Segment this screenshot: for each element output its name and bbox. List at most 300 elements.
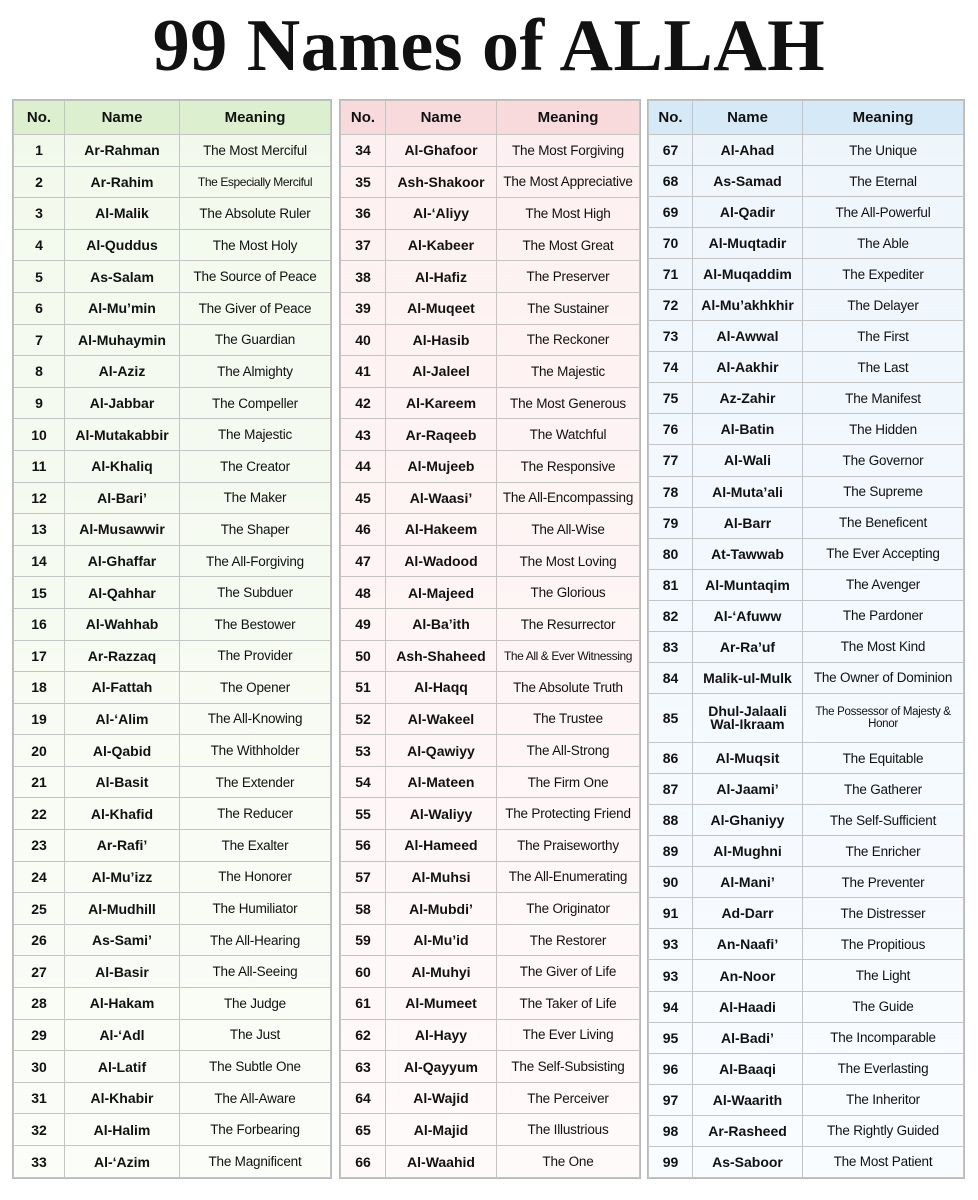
table-row (649, 569, 964, 600)
name-transliteration: Ad-Darr (693, 898, 803, 929)
name-number: 76 (649, 414, 693, 445)
name-transliteration: Al-Ahad (693, 135, 803, 166)
name-meaning: The Pardoner (803, 600, 964, 631)
name-meaning: The Expediter (803, 259, 964, 290)
table-row (14, 482, 331, 514)
name-meaning: The Light (803, 960, 964, 991)
table-row (14, 672, 331, 704)
table-row (341, 766, 640, 798)
name-transliteration: Al-Mu’id (386, 924, 497, 956)
name-transliteration: Al-Wadood (386, 545, 497, 577)
table-row (14, 1082, 331, 1114)
name-meaning: The Most High (497, 198, 640, 230)
name-number: 45 (341, 482, 386, 514)
table-row (14, 135, 331, 167)
name-transliteration: Al-Mubdi’ (386, 893, 497, 925)
table-row (341, 798, 640, 830)
name-transliteration: Al-Wali (693, 445, 803, 476)
name-meaning: The Hidden (803, 414, 964, 445)
name-meaning: The Possessor of Majesty & Honor (803, 693, 964, 742)
name-number: 2 (14, 166, 65, 198)
name-transliteration: Al-Kareem (386, 387, 497, 419)
name-meaning: The Most Generous (497, 387, 640, 419)
name-number: 23 (14, 830, 65, 862)
name-meaning: The Majestic (180, 419, 331, 451)
name-meaning: The Perceiver (497, 1082, 640, 1114)
name-transliteration: An-Noor (693, 960, 803, 991)
table-row (14, 198, 331, 230)
name-number: 94 (649, 991, 693, 1022)
name-number: 65 (341, 1114, 386, 1146)
page-title: 99 Names of ALLAH (152, 5, 826, 87)
name-meaning: The Propitious (803, 929, 964, 960)
name-number: 55 (341, 798, 386, 830)
table-row (649, 867, 964, 898)
name-transliteration: Al-Majeed (386, 577, 497, 609)
name-number: 5 (14, 261, 65, 293)
name-meaning: The Rightly Guided (803, 1115, 964, 1146)
name-number: 26 (14, 924, 65, 956)
column-header-name: Name (386, 101, 497, 135)
name-number: 13 (14, 514, 65, 546)
name-meaning: The All-Knowing (180, 703, 331, 735)
name-number: 93 (649, 960, 693, 991)
name-transliteration: Al-Haadi (693, 991, 803, 1022)
table-row (14, 577, 331, 609)
name-transliteration: Al-Wajid (386, 1082, 497, 1114)
name-meaning: The Last (803, 352, 964, 383)
name-meaning: The Extender (180, 766, 331, 798)
name-transliteration: Al-‘Aliyy (386, 198, 497, 230)
table-row (14, 924, 331, 956)
name-transliteration: Al-Muqeet (386, 292, 497, 324)
name-number: 97 (649, 1084, 693, 1115)
name-transliteration: Al-‘Afuww (693, 600, 803, 631)
name-transliteration: Ar-Ra’uf (693, 631, 803, 662)
name-meaning: The Self-Subsisting (497, 1051, 640, 1083)
name-meaning: The Exalter (180, 830, 331, 862)
name-number: 37 (341, 229, 386, 261)
name-transliteration: As-Sami’ (65, 924, 180, 956)
name-meaning: The Gatherer (803, 774, 964, 805)
table-row (649, 1053, 964, 1084)
name-meaning: The Taker of Life (497, 988, 640, 1020)
name-meaning: The Just (180, 1019, 331, 1051)
name-number: 51 (341, 672, 386, 704)
name-meaning: The Creator (180, 450, 331, 482)
name-meaning: The Trustee (497, 703, 640, 735)
table-row (14, 956, 331, 988)
name-transliteration: Al-Quddus (65, 229, 180, 261)
name-transliteration: Al-Musawwir (65, 514, 180, 546)
name-meaning: The Inheritor (803, 1084, 964, 1115)
name-number: 18 (14, 672, 65, 704)
name-number: 30 (14, 1051, 65, 1083)
name-number: 10 (14, 419, 65, 451)
name-transliteration: Ash-Shaheed (386, 640, 497, 672)
name-meaning: The Source of Peace (180, 261, 331, 293)
name-meaning: The Illustrious (497, 1114, 640, 1146)
name-meaning: The Most Merciful (180, 135, 331, 167)
name-meaning: The Most Forgiving (497, 135, 640, 167)
name-number: 91 (649, 898, 693, 929)
table-row (649, 538, 964, 569)
name-meaning: The Guide (803, 991, 964, 1022)
name-meaning: The Most Patient (803, 1146, 964, 1177)
name-number: 46 (341, 514, 386, 546)
name-meaning: The Reducer (180, 798, 331, 830)
name-number: 74 (649, 352, 693, 383)
name-transliteration: Al-Mudhill (65, 893, 180, 925)
name-number: 99 (649, 1146, 693, 1177)
table-row (341, 166, 640, 198)
name-meaning: The All-Encompassing (497, 482, 640, 514)
name-transliteration: Al-Hameed (386, 830, 497, 862)
name-meaning: The Almighty (180, 356, 331, 388)
table-row (341, 419, 640, 451)
name-meaning: The Governor (803, 445, 964, 476)
name-meaning: The All-Strong (497, 735, 640, 767)
name-number: 67 (649, 135, 693, 166)
name-number: 25 (14, 893, 65, 925)
name-transliteration: Ar-Rasheed (693, 1115, 803, 1146)
name-number: 68 (649, 166, 693, 197)
name-transliteration: Al-Awwal (693, 321, 803, 352)
table-row (341, 1051, 640, 1083)
name-number: 89 (649, 836, 693, 867)
name-transliteration: Al-Basit (65, 766, 180, 798)
column-header-name: Name (693, 101, 803, 135)
table-row (649, 414, 964, 445)
table-row (341, 640, 640, 672)
name-number: 7 (14, 324, 65, 356)
name-transliteration: Al-Aziz (65, 356, 180, 388)
name-number: 29 (14, 1019, 65, 1051)
name-meaning: The Avenger (803, 569, 964, 600)
name-transliteration: Al-Ghaffar (65, 545, 180, 577)
name-meaning: The Majestic (497, 356, 640, 388)
name-number: 9 (14, 387, 65, 419)
name-meaning: The Subduer (180, 577, 331, 609)
name-transliteration: Ar-Raqeeb (386, 419, 497, 451)
name-number: 80 (649, 538, 693, 569)
table-row (649, 197, 964, 228)
table-header-row (14, 101, 331, 135)
name-number: 56 (341, 830, 386, 862)
name-meaning: The First (803, 321, 964, 352)
name-meaning: The Judge (180, 988, 331, 1020)
name-transliteration: Al-‘Adl (65, 1019, 180, 1051)
name-transliteration: Al-Qawiyy (386, 735, 497, 767)
table-row (14, 766, 331, 798)
table-row (649, 743, 964, 774)
table-row (14, 419, 331, 451)
name-number: 32 (14, 1114, 65, 1146)
table-row (341, 703, 640, 735)
name-number: 72 (649, 290, 693, 321)
name-transliteration: Al-Muqsit (693, 743, 803, 774)
name-number: 1 (14, 135, 65, 167)
name-transliteration: Ar-Rahim (65, 166, 180, 198)
name-transliteration: Dhul-Jalaali Wal-Ikraam (693, 693, 803, 742)
column-header-no: No. (14, 101, 65, 135)
name-number: 86 (649, 743, 693, 774)
table-row (341, 735, 640, 767)
column-header-meaning: Meaning (803, 101, 964, 135)
table-row (14, 1019, 331, 1051)
table-row (341, 450, 640, 482)
name-number: 35 (341, 166, 386, 198)
name-number: 53 (341, 735, 386, 767)
names-table (340, 100, 640, 1178)
table-row (649, 662, 964, 693)
name-transliteration: Ar-Razzaq (65, 640, 180, 672)
table-body (14, 135, 331, 1178)
table-row (341, 1082, 640, 1114)
name-meaning: The Magnificent (180, 1146, 331, 1178)
table-row (341, 135, 640, 167)
name-transliteration: Al-Qayyum (386, 1051, 497, 1083)
name-meaning: The Beneficent (803, 507, 964, 538)
table-row (341, 229, 640, 261)
name-number: 14 (14, 545, 65, 577)
name-meaning: The Responsive (497, 450, 640, 482)
table-row (14, 608, 331, 640)
name-number: 39 (341, 292, 386, 324)
table-row (14, 514, 331, 546)
name-transliteration: Al-Qahhar (65, 577, 180, 609)
name-transliteration: Al-Khabir (65, 1082, 180, 1114)
name-number: 16 (14, 608, 65, 640)
table-row (341, 672, 640, 704)
name-meaning: The Ever Living (497, 1019, 640, 1051)
name-transliteration: Al-Mughni (693, 836, 803, 867)
column-header-no: No. (341, 101, 386, 135)
name-transliteration: Al-Waasi’ (386, 482, 497, 514)
name-meaning: The Ever Accepting (803, 538, 964, 569)
name-transliteration: Al-‘Alim (65, 703, 180, 735)
table-row (341, 956, 640, 988)
name-meaning: The All-Seeing (180, 956, 331, 988)
name-meaning: The All-Enumerating (497, 861, 640, 893)
name-number: 31 (14, 1082, 65, 1114)
name-transliteration: Al-Muqtadir (693, 228, 803, 259)
name-transliteration: Al-Waarith (693, 1084, 803, 1115)
name-meaning: The Opener (180, 672, 331, 704)
table-row (14, 1114, 331, 1146)
table-row (14, 703, 331, 735)
name-meaning: The Absolute Truth (497, 672, 640, 704)
name-meaning: The All-Hearing (180, 924, 331, 956)
name-number: 47 (341, 545, 386, 577)
name-transliteration: As-Salam (65, 261, 180, 293)
name-transliteration: Al-Mu’min (65, 292, 180, 324)
name-number: 58 (341, 893, 386, 925)
name-meaning: The Reckoner (497, 324, 640, 356)
name-meaning: The Supreme (803, 476, 964, 507)
name-number: 17 (14, 640, 65, 672)
table-row (14, 387, 331, 419)
name-meaning: The Forbearing (180, 1114, 331, 1146)
name-transliteration: Al-Fattah (65, 672, 180, 704)
name-transliteration: Al-Muntaqim (693, 569, 803, 600)
name-number: 60 (341, 956, 386, 988)
name-number: 42 (341, 387, 386, 419)
name-number: 41 (341, 356, 386, 388)
name-transliteration: Ar-Rafi’ (65, 830, 180, 862)
name-number: 8 (14, 356, 65, 388)
name-number: 21 (14, 766, 65, 798)
name-number: 44 (341, 450, 386, 482)
table-row (341, 261, 640, 293)
table-row (649, 991, 964, 1022)
name-meaning: The Glorious (497, 577, 640, 609)
name-meaning: The Unique (803, 135, 964, 166)
name-meaning: The Preserver (497, 261, 640, 293)
name-number: 95 (649, 1022, 693, 1053)
table-row (14, 830, 331, 862)
name-transliteration: Al-Mani’ (693, 867, 803, 898)
name-transliteration: Al-Haqq (386, 672, 497, 704)
name-number: 81 (649, 569, 693, 600)
name-transliteration: Al-Jaleel (386, 356, 497, 388)
name-transliteration: Al-Baaqi (693, 1053, 803, 1084)
name-meaning: The Subtle One (180, 1051, 331, 1083)
table-row (341, 830, 640, 862)
name-meaning: The Bestower (180, 608, 331, 640)
table-row (14, 1051, 331, 1083)
table-row (649, 321, 964, 352)
name-transliteration: Al-Qabid (65, 735, 180, 767)
table-row (649, 898, 964, 929)
table-row (341, 545, 640, 577)
name-meaning: The Originator (497, 893, 640, 925)
name-number: 19 (14, 703, 65, 735)
name-transliteration: Al-Qadir (693, 197, 803, 228)
names-table (13, 100, 331, 1178)
table-row (649, 383, 964, 414)
name-number: 28 (14, 988, 65, 1020)
name-transliteration: Al-Muhyi (386, 956, 497, 988)
name-number: 49 (341, 608, 386, 640)
table-row (14, 324, 331, 356)
name-transliteration: Al-Mumeet (386, 988, 497, 1020)
name-number: 87 (649, 774, 693, 805)
name-number: 34 (341, 135, 386, 167)
name-meaning: The All-Aware (180, 1082, 331, 1114)
name-meaning: The Most Kind (803, 631, 964, 662)
name-number: 24 (14, 861, 65, 893)
name-number: 48 (341, 577, 386, 609)
name-transliteration: Al-Bari’ (65, 482, 180, 514)
table-row (649, 1146, 964, 1177)
name-meaning: The Most Loving (497, 545, 640, 577)
names-table-panel-1 (12, 99, 332, 1179)
table-row (341, 861, 640, 893)
name-meaning: The Most Holy (180, 229, 331, 261)
name-meaning: The Protecting Friend (497, 798, 640, 830)
table-row (14, 450, 331, 482)
name-transliteration: Al-Jaami’ (693, 774, 803, 805)
name-meaning: The Humiliator (180, 893, 331, 925)
name-number: 12 (14, 482, 65, 514)
table-row (341, 324, 640, 356)
name-meaning: The Eternal (803, 166, 964, 197)
name-transliteration: Ash-Shakoor (386, 166, 497, 198)
name-transliteration: Al-Hayy (386, 1019, 497, 1051)
table-row (649, 960, 964, 991)
table-row (649, 352, 964, 383)
table-row (341, 482, 640, 514)
name-transliteration: Al-Halim (65, 1114, 180, 1146)
name-meaning: The Able (803, 228, 964, 259)
table-row (341, 292, 640, 324)
name-number: 61 (341, 988, 386, 1020)
name-number: 59 (341, 924, 386, 956)
name-meaning: The Praiseworthy (497, 830, 640, 862)
table-row (649, 929, 964, 960)
name-number: 6 (14, 292, 65, 324)
table-row (14, 1146, 331, 1178)
name-meaning: The Most Great (497, 229, 640, 261)
name-transliteration: Al-Mu’izz (65, 861, 180, 893)
name-transliteration: Al-Mu’akhkhir (693, 290, 803, 321)
table-row (14, 798, 331, 830)
name-transliteration: Al-Aakhir (693, 352, 803, 383)
name-meaning: The Provider (180, 640, 331, 672)
name-number: 20 (14, 735, 65, 767)
name-meaning: The Compeller (180, 387, 331, 419)
name-number: 75 (649, 383, 693, 414)
name-number: 85 (649, 693, 693, 742)
table-row (14, 988, 331, 1020)
name-transliteration: Al-Ghafoor (386, 135, 497, 167)
name-transliteration: Az-Zahir (693, 383, 803, 414)
table-row (14, 735, 331, 767)
name-transliteration: Al-Jabbar (65, 387, 180, 419)
table-row (649, 693, 964, 742)
name-number: 38 (341, 261, 386, 293)
table-row (341, 577, 640, 609)
name-meaning: The Preventer (803, 867, 964, 898)
name-transliteration: Al-Barr (693, 507, 803, 538)
name-number: 50 (341, 640, 386, 672)
name-number: 73 (649, 321, 693, 352)
table-row (341, 514, 640, 546)
name-number: 93 (649, 929, 693, 960)
column-header-no: No. (649, 101, 693, 135)
name-transliteration: Al-Khafid (65, 798, 180, 830)
table-row (14, 292, 331, 324)
name-transliteration: An-Naafi’ (693, 929, 803, 960)
name-meaning: The Maker (180, 482, 331, 514)
name-meaning: The Most Appreciative (497, 166, 640, 198)
name-number: 88 (649, 805, 693, 836)
name-meaning: The Guardian (180, 324, 331, 356)
name-number: 54 (341, 766, 386, 798)
name-transliteration: Al-Khaliq (65, 450, 180, 482)
table-row (14, 166, 331, 198)
name-meaning: The Honorer (180, 861, 331, 893)
name-transliteration: Ar-Rahman (65, 135, 180, 167)
table-row (649, 774, 964, 805)
name-meaning: The Especially Merciful (180, 166, 331, 198)
name-meaning: The Withholder (180, 735, 331, 767)
name-meaning: The Giver of Life (497, 956, 640, 988)
table-row (649, 1115, 964, 1146)
name-meaning: The Distresser (803, 898, 964, 929)
table-row (649, 1084, 964, 1115)
